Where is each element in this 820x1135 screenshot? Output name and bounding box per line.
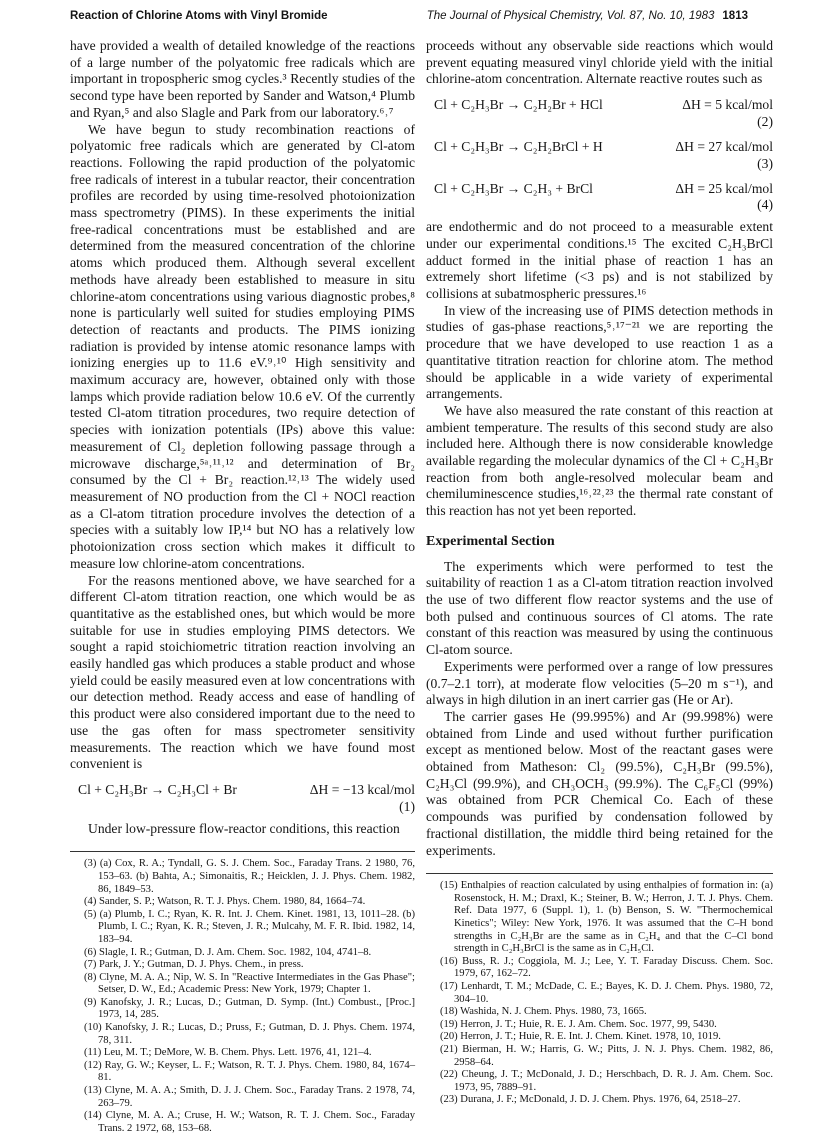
reference-item: (3) (a) Cox, R. A.; Tyndall, G. S. J. Chem. Soc., Faraday Trans. 2 1980, 76, 153–63. (b) Bahta, A.; Simonaitis, R.; Heicklen, J. J. Phys. Chem. 1982, 86, 1849–53. — [84, 858, 415, 895]
equation-enthalpy: ΔH = 25 kcal/mol — [675, 180, 773, 196]
reference-item: (13) Clyne, M. A. A.; Smith, D. J. J. Chem. Soc., Faraday Trans. 2 1978, 74, 263–79. — [84, 1085, 415, 1109]
equation-reaction: Cl + C₂H₃Br → C₂H₂Br + HCl — [434, 97, 603, 113]
equation-4 — [426, 181, 773, 198]
equation-reaction: Cl + C₂H₃Br → C₂H₃Cl + Br — [78, 781, 237, 797]
reference-item: (5) (a) Plumb, I. C.; Ryan, K. R. Int. J. Chem. Kinet. 1981, 13, 1011–28. (b) Plumb, I. C.; Ryan, K. R.; Steven, J. R.; Mulcahy, M. F. R. Ibid. 1982, 14, 183–94. — [84, 908, 415, 945]
equation-enthalpy: ΔH = 27 kcal/mol — [675, 138, 773, 154]
reference-item: (18) Washida, N. J. Chem. Phys. 1980, 73, 1665. — [440, 1006, 647, 1018]
paragraph: are endothermic and do not proceed to a measurable extent under our experimental conditions.¹⁵ The excited C₂H₃BrCl adduct formed in the initial phase of reaction 1 has an extremely short lifetime (<3 ps) and is not stabilized by collisions at subatmospheric pressures.¹⁶ — [426, 219, 773, 302]
reference-item: (20) Herron, J. T.; Huie, R. E. Int. J. Chem. Kinet. 1978, 10, 1019. — [440, 1031, 721, 1043]
equation-enthalpy: ΔH = −13 kcal/mol — [309, 781, 415, 797]
reference-item: (9) Kanofsky, J. R.; Lucas, D.; Gutman, D. Symp. (Int.) Combust., [Proc.] 1973, 14, 285. — [84, 996, 415, 1021]
paragraph: The experiments which were performed to test the suitability of reaction 1 as a Cl-atom titration reaction involved the use of two different flow reactor systems and the use of both pulsed and continuous sources of Cl atoms. The rate constant of this reaction was measured by using the continuous Cl-atom source. — [426, 558, 773, 658]
reference-item: (16) Buss, R. J.; Coggiola, M. J.; Lee, Y. T. Faraday Discuss. Chem. Soc. 1979, 67, 162–72. — [440, 955, 773, 980]
reference-item: (17) Lenhardt, T. M.; McDade, C. E.; Bayes, K. D. J. Chem. Phys. 1980, 72, 304–10. — [440, 980, 773, 1005]
paragraph: We have also measured the rate constant of this reaction at ambient temperature. The results of this second study are also included here. Although there is now considerable knowledge available regarding the molecular dynamics of the Cl + C₂H₃Br reaction from both angle-resolved molecular beam and chemiluminescence studies,¹⁶˒²²˒²³ the thermal rate constant of this reaction has not yet been reported. — [426, 402, 773, 519]
equation-reaction: Cl + C₂H₃Br → C₂H₂BrCl + H — [434, 138, 603, 154]
reference-item: (14) Clyne, M. A. A.; Cruse, H. W.; Watson, R. T. J. Chem. Soc., Faraday Trans. 2 1972, 68, 153–68. — [84, 1110, 415, 1134]
journal-name: The Journal of Physical Chemistry, Vol. 87, No. 10, 1983 — [426, 10, 715, 22]
paragraph: For the reasons mentioned above, we have searched for a different Cl-atom titration reaction, one which would be as quantitative as the established ones, but which would be more suitable for use in studies employing PIMS detectors. We sought a rapid stoichiometric titration reaction involving an easily handled gas which produces a stable product and whose yield could be easily measured even at low concentrations with our detection method. Ready access and ease of handling of this product were also considered important due to the need to use the gas often for mass spectrometer sensitivity measurements. The reaction which we have found most convenient is — [70, 572, 415, 772]
equation-1 — [70, 782, 415, 799]
equation-2 — [426, 97, 773, 114]
reference-item: (11) Leu, M. T.; DeMore, W. B. Chem. Phys. Lett. 1976, 41, 121–4. — [84, 1047, 372, 1059]
reference-item: (21) Bierman, H. W.; Harris, G. W.; Pitts, J. N. J. Phys. Chem. 1982, 86, 2958–64. — [440, 1043, 773, 1068]
reference-item: (4) Sander, S. P.; Watson, R. T. J. Phys. Chem. 1980, 84, 1664–74. — [84, 896, 366, 908]
reference-item: (6) Slagle, I. R.; Gutman, D. J. Am. Chem. Soc. 1982, 104, 4741–8. — [84, 946, 372, 958]
reference-item: (12) Ray, G. W.; Keyser, L. F.; Watson, R. T. J. Phys. Chem. 1980, 84, 1674–81. — [84, 1059, 415, 1084]
paragraph: In view of the increasing use of PIMS detection methods in studies of gas-phase reactions,⁵˒¹⁷⁻²¹ we are reporting the procedure that we have developed to use reaction 1 as a quantitative titration reaction for chlorine atom. The method should be applicable in a wide variety of experimental arrangements. — [426, 302, 773, 402]
equation-number: (1) — [399, 798, 415, 814]
equation-reaction: Cl + C₂H₃Br → C₂H₃ + BrCl — [434, 180, 593, 196]
footnote-divider — [426, 873, 773, 874]
running-title: Reaction of Chlorine Atoms with Vinyl Bromide — [70, 10, 328, 22]
paragraph: The carrier gases He (99.995%) and Ar (99.998%) were obtained from Linde and used without further purification except as mentioned below. Most of the reactant gases were obtained from Matheson: Cl₂ (99.5%), C₂H₃Br (99.5%), C₂H₃Cl (99.9%), and CH₃OCH₃ (99.9%). The C₆F₅Cl (99%) was obtained from PCR Chemical Co. Each of these compounds was purified by condensation followed by fractional distillation, the middle third being retained for the experiments. — [426, 708, 773, 858]
reference-item: (15) Enthalpies of reaction calculated by using enthalpies of formation in: (a) Rosenstock, H. M.; Draxl, K.; Steiner, B. W.; Herron, J. T. J. Phys. Chem. Ref. Data 1977, 6 (Suppl. 1), 1. (b) Benson, S. W. "Thermochemical Kinetics"; Wiley: New York, 1976. It was assumed that the C–H bond strengths in C₂H₃Br are the same as in C₂H₄ and that the C–Cl bond strength in C₂H₃BrCl is the same as in C₂H₅Cl. — [440, 880, 773, 955]
left-column — [70, 38, 415, 1135]
paragraph: We have begun to study recombination reactions of polyatomic free radicals which are generated by Cl-atom reactions. Following the rapid production of the polyatomic free radicals of interest in a tubular reactor, their concentration profiles are recorded by using time-resolved photoionization mass spectrometry (PIMS). In these experiments the initial free-radical concentrations must be established and are determined from the measured concentration of the chlorine atoms which produced them. Although several excellent methods have already been established to measure in situ chlorine-atom concentrations using various diagnostic probes,⁸ none is particularly well suited for studies employing PIMS detection of reactants and products. The PIMS ionizing radiation is provided by intense atomic resonance lamps with ionizing energies up to 11.6 eV.⁹˒¹⁰ High sensitivity and maximum accuracy are, however, obtained only with those lamps which provide radiation below 10.6 eV. Of the currently tested Cl-atom titration procedures, two require detection of species with ionization potentials (IPs) above this value: measurement of Cl₂ depletion following passage through a microwave discharge,⁵ᵃ˒¹¹˒¹² and determination of Br₂ consumed by the Cl + Br₂ reaction.¹²˒¹³ The widely used measurement of NO production from the Cl + NOCl reaction as a Cl-atom titration procedure involves the detection of a species with a suitably low IP,¹⁴ but NO has a relatively low photoionization cross section which makes it difficult to measure low chlorine-atom concentrations. — [70, 121, 415, 571]
footnote-divider — [70, 851, 415, 852]
equation-number: (2) — [757, 113, 773, 129]
equation-number: (4) — [757, 197, 773, 213]
footnotes — [426, 880, 773, 1107]
paragraph: Under low-pressure flow-reactor conditions, this reaction — [88, 820, 400, 836]
journal-citation — [427, 10, 748, 22]
reference-item: (19) Herron, J. T.; Huie, R. E. J. Am. Chem. Soc. 1977, 99, 5430. — [440, 1018, 717, 1030]
paragraph: Experiments were performed over a range of low pressures (0.7–2.1 torr), at moderate flow velocities (5–20 m s⁻¹), and always in high dilution in an inert carrier gas (He or Ar). — [426, 658, 773, 708]
paragraph: have provided a wealth of detailed knowledge of the reactions of a large number of the polyatomic free radicals which are important in tropospheric smog cycles.³ Recently studies of the second type have been reported by Sander and Watson,⁴ Plumb and Ryan,⁵ and also Slagle and Park from our laboratory.⁶˒⁷ — [70, 38, 415, 120]
reference-item: (10) Kanofsky, J. R.; Lucas, D.; Pruss, F.; Gutman, D. J. Phys. Chem. 1974, 78, 311. — [84, 1022, 415, 1046]
equation-number: (3) — [757, 155, 773, 171]
right-column — [426, 38, 773, 1107]
equation-enthalpy: ΔH = 5 kcal/mol — [682, 97, 773, 113]
reference-item: (22) Cheung, J. T.; McDonald, J. D.; Herschbach, D. R. J. Am. Chem. Soc. 1973, 95, 7889–91. — [440, 1069, 773, 1093]
reference-item: (8) Clyne, M. A. A.; Nip, W. S. In "Reactive Intermediates in the Gas Phase"; Setser, D. W., Ed.; Academic Press: New York, 1979; Chapter 1. — [84, 971, 415, 996]
footnotes — [70, 858, 415, 1135]
section-heading: Experimental Section — [426, 533, 555, 549]
paragraph: proceeds without any observable side reactions which would prevent equating measured vinyl chloride yield with the initial chlorine-atom concentration. Alternate reactive routes such as — [426, 38, 773, 87]
reference-item: (23) Durana, J. F.; McDonald, J. D. J. Chem. Phys. 1976, 64, 2518–27. — [440, 1094, 741, 1106]
equation-3 — [426, 139, 773, 156]
page-number: 1813 — [722, 10, 748, 22]
reference-item: (7) Park, J. Y.; Gutman, D. J. Phys. Chem., in press. — [84, 959, 304, 971]
